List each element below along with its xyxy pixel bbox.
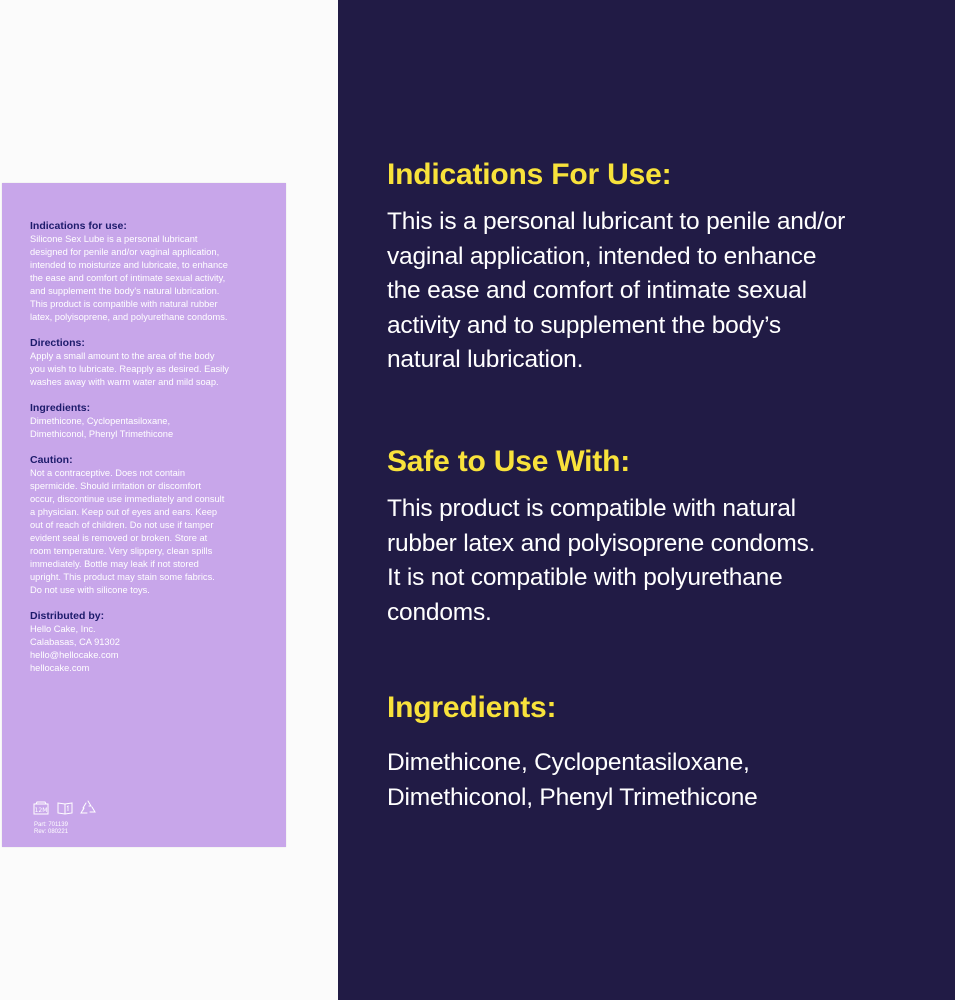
svg-text:12M: 12M	[34, 806, 48, 814]
box-line: This product is compatible with natural rubber	[30, 299, 218, 309]
box-label-text	[30, 220, 270, 688]
box-section-caution	[30, 454, 270, 597]
safe-to-use-section	[387, 444, 937, 630]
12m-shelf-life-icon	[32, 801, 50, 815]
box-line: spermicide. Should irritation or discomfort	[30, 481, 202, 491]
box-heading: Caution:	[30, 454, 73, 466]
box-line: the ease and comfort of intimate sexual activity,	[30, 273, 226, 283]
indications-line: the ease and comfort of intimate sexual	[387, 277, 807, 304]
box-line: Dimethicone, Cyclopentasiloxane,	[30, 416, 171, 426]
box-section-distributor	[30, 610, 270, 675]
box-line: Hello Cake, Inc.	[30, 624, 96, 634]
info-panel	[338, 0, 955, 1000]
box-heading: Ingredients:	[30, 402, 91, 414]
box-section-indications	[30, 220, 270, 324]
indications-line: vaginal application, intended to enhance	[387, 242, 817, 270]
box-line: Calabasas, CA 91302	[30, 637, 120, 647]
product-image-panel	[0, 0, 338, 1000]
box-line: Apply a small amount to the area of the body	[30, 351, 215, 361]
box-line: latex, polyisoprene, and polyurethane condoms.	[30, 312, 228, 322]
box-line: upright. This product may stain some fabrics.	[30, 572, 215, 582]
box-line: designed for penile and/or vaginal application,	[30, 247, 220, 257]
box-line: washes away with warm water and mild soap.	[30, 377, 219, 387]
ingredients-heading: Ingredients:	[387, 691, 557, 724]
safe-to-use-line: This product is compatible with natural	[387, 495, 796, 522]
box-line: room temperature. Very slippery, clean spills	[30, 546, 213, 556]
box-section-ingredients	[30, 402, 270, 441]
box-symbols	[32, 800, 96, 815]
indications-line: This is a personal lubricant to penile and/or	[387, 208, 846, 235]
box-part-number	[34, 822, 68, 836]
book-instructions-icon	[57, 801, 73, 815]
safe-to-use-line: It is not compatible with polyurethane	[387, 564, 783, 591]
box-line: hellocake.com	[30, 663, 90, 673]
rev-text: Rev: 080221	[34, 829, 69, 835]
box-line: occur, discontinue use immediately and consult	[30, 494, 225, 504]
box-heading: Indications for use:	[30, 220, 127, 232]
box-heading: Distributed by:	[30, 610, 105, 622]
box-heading: Directions:	[30, 337, 85, 349]
safe-to-use-line: condoms.	[387, 598, 492, 626]
box-line: intended to moisturize and lubricate, to enhance	[30, 260, 228, 270]
box-line: out of reach of children. Do not use if tamper	[30, 520, 214, 530]
ingredients-section	[387, 690, 937, 815]
box-line: evident seal is removed or broken. Store at	[30, 533, 208, 543]
box-line: hello@hellocake.com	[30, 650, 119, 660]
indications-line: natural lubrication.	[387, 346, 584, 373]
box-line: Dimethiconol, Phenyl Trimethicone	[30, 429, 174, 439]
box-line: immediately. Bottle may leak if not stored	[30, 559, 199, 569]
box-section-directions	[30, 337, 270, 389]
box-line: Do not use with silicone toys.	[30, 585, 150, 595]
box-line: a physician. Keep out of eyes and ears. Keep	[30, 507, 218, 517]
box-line: Silicone Sex Lube is a personal lubricant	[30, 234, 198, 244]
indications-section	[387, 157, 937, 378]
safe-to-use-heading: Safe to Use With:	[387, 445, 631, 478]
recycle-icon	[80, 800, 96, 815]
ingredients-line: Dimethicone, Cyclopentasiloxane,	[387, 749, 750, 776]
safe-to-use-line: rubber latex and polyisoprene condoms.	[387, 529, 816, 557]
indications-heading: Indications For Use:	[387, 158, 672, 191]
box-line: and supplement the body's natural lubrication.	[30, 286, 220, 296]
ingredients-line: Dimethiconol, Phenyl Trimethicone	[387, 783, 758, 811]
part-text: Part: 701139	[34, 822, 68, 828]
box-line: Not a contraceptive. Does not contain	[30, 468, 186, 478]
box-line: you wish to lubricate. Reapply as desired. Easily	[30, 364, 229, 374]
indications-line: activity and to supplement the body’s	[387, 311, 781, 339]
